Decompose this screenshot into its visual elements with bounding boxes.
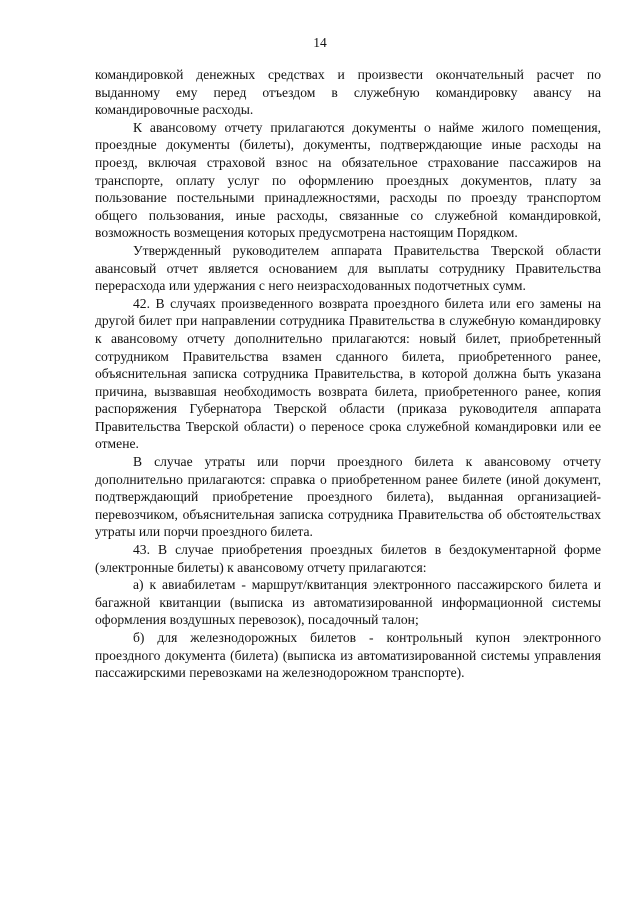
paragraph-item-42: 42. В случаях произведенного возврата проездного билета или его замены на другой билет при направлении сотрудника Правительства в служебную командировку к авансовому отчету дополнительно прилагаются: новый билет, приобретенный сотрудником Правительства взамен сданного билета, приобретенного ранее, объяснительная записка сотрудника Правительства, в которой должна быть указана причина, вызвавшая необходимость возврата билета, приобретенного ранее, копия распоряжения Губернатора Тверской области (приказа руководителя аппарата Правительства Тверской области) о переносе срока служебной командировки или ее отмене. <box>95 295 601 452</box>
paragraph-approved-report: Утвержденный руководителем аппарата Правительства Тверской области авансовый отчет является основанием для выплаты сотруднику Правительства перерасхода или удержания с него неизрасходованных подотчетных сумм. <box>95 242 601 294</box>
paragraph-item-43a: а) к авиабилетам - маршрут/квитанция электронного пассажирского билета и багажной квитанции (выписка из автоматизированной информационной системы оформления воздушных перевозок), посадочный талон; <box>95 577 601 628</box>
page-number: 14 <box>313 35 327 50</box>
paragraph-item-43b: б) для железнодорожных билетов - контрольный купон электронного проездного документа (билета) (выписка из автоматизированной системы управления пассажирскими перевозками на железнодорожном транспорте). <box>95 630 601 681</box>
paragraph-ticket-loss: В случае утраты или порчи проездного билета к авансовому отчету дополнительно прилагаются: справка о приобретенном ранее билете (иной документ, подтверждающий приобретение проездного билета), выданная организацией-перевозчиком, объяснительная записка сотрудника Правительства об обстоятельствах утраты или порчи проездного билета. <box>95 454 601 540</box>
paragraph-item-43: 43. В случае приобретения проездных билетов в бездокументарной форме (электронные билеты) к авансовому отчету прилагаются: <box>95 542 601 575</box>
paragraph-attached-documents: К авансовому отчету прилагаются документы о найме жилого помещения, проездные документы (билеты), документы, подтверждающие иные расходы на проезд, включая страховой взнос на обязательное страхование пассажиров на транспорте, оплату услуг по оформлению проездных документов, плату за пользование постельными принадлежностями, расходы по проезду транспортом общего пользования, иные расходы, связанные со служебной командировкой, возможность возмещения которых предусмотрена настоящим Порядком. <box>95 119 601 241</box>
document-body <box>95 66 601 682</box>
paragraph-advance-settlement: командировкой денежных средствах и произвести окончательный расчет по выданному ему перед отъездом в служебную командировку авансу на командировочные расходы. <box>95 67 601 118</box>
